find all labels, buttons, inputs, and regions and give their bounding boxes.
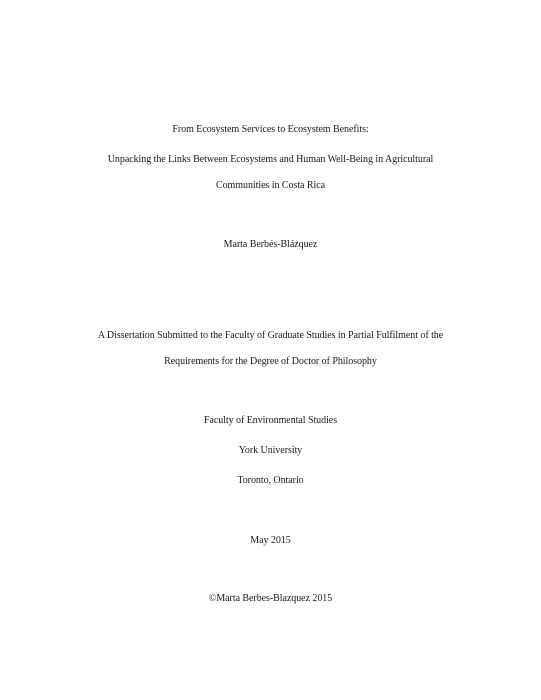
faculty-name: Faculty of Environmental Studies (203, 415, 338, 426)
submission-statement-line-1: A Dissertation Submitted to the Faculty of Graduate Studies in Partial Fulfilment of the (97, 330, 444, 341)
author-name: Marta Berbés-Blázquez (223, 239, 318, 250)
dissertation-title-line-3: Communities in Costa Rica (215, 180, 326, 191)
dissertation-title-line-1: From Ecosystem Services to Ecosystem Benefits: (172, 124, 369, 135)
submission-statement-line-2: Requirements for the Degree of Doctor of Philosophy (164, 356, 377, 367)
submission-date: May 2015 (250, 535, 291, 546)
university-location: Toronto, Ontario (237, 475, 304, 486)
university-name: York University (238, 445, 303, 456)
copyright-notice: ©Marta Berbes-Blazquez 2015 (208, 593, 333, 604)
dissertation-title-line-2: Unpacking the Links Between Ecosystems and Human Well-Being in Agricultural (107, 154, 434, 165)
